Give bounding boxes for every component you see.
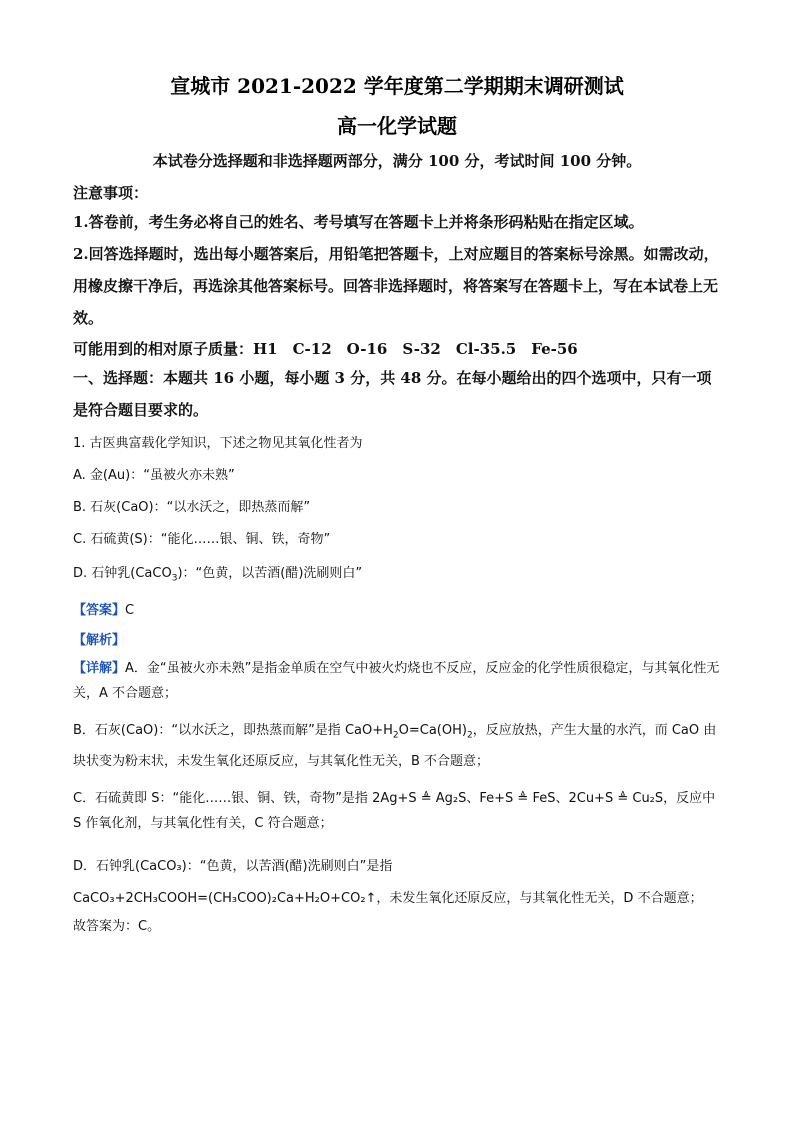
answer-value: C xyxy=(125,603,135,618)
section-1-heading: 一、选择题：本题共 16 小题，每小题 3 分，共 48 分。在每小题给出的四个选项中，只有一项是符合题目要求的。 xyxy=(73,369,712,419)
answer-line xyxy=(73,599,134,618)
exam-subtitle: 高一化学试题 xyxy=(337,114,457,138)
notice-item-1: 1.答卷前，考生务必将自己的姓名、考号填写在答题卡上并将条形码粘贴在指定区域。 xyxy=(73,213,644,231)
option-c: C. 石硫黄(S)：“能化……银、铜、铁，奇物” xyxy=(73,532,331,547)
explanation-c: C．石硫黄即 S：“能化……银、铜、铁，奇物”是指 2Ag+S ≜ Ag₂S、Fe+S ≜ FeS、2Cu+S ≜ Cu₂S，反应中 S 作氧化剂，与其氧化性有关，C 符合题意； xyxy=(73,791,716,831)
analysis-tag: 【解析】 xyxy=(73,633,126,648)
explanation-d-1: D．石钟乳(CaCO₃)：“色黄，以苦酒(醋)洗刷则白”是指 xyxy=(73,859,393,874)
question-1-stem: 1. 古医典富载化学知识，下述之物见其氧化性者为 xyxy=(73,436,363,451)
option-a: A. 金(Au)：“虽被火亦未熟” xyxy=(73,468,235,483)
explanation-b-text-1: B．石灰(CaO)：“以水沃之，即热蒸而解”是指 CaO+H xyxy=(73,723,393,738)
explanation-b-sub-2: 2 xyxy=(466,730,473,741)
exam-intro: 本试卷分选择题和非选择题两部分，满分 100 分，考试时间 100 分钟。 xyxy=(152,152,642,170)
notice-item-2: 2.回答选择题时，选出每小题答案后，用铅笔把答题卡，上对应题目的答案标号涂黑。如需改动，用橡皮擦干净后，再选涂其他答案标号。回答非选择题时，将答案写在答题卡上，写在本试卷上无效。 xyxy=(73,245,719,327)
atomic-masses: 可能用到的相对原子质量：H1 C-12 O-16 S-32 Cl-35.5 Fe-56 xyxy=(73,340,578,358)
notice-heading: 注意事项： xyxy=(73,184,149,202)
answer-tag: 【答案】 xyxy=(73,603,126,618)
explanation-b-sub-1: 2 xyxy=(392,730,399,741)
detail-tag: 【详解】 xyxy=(73,661,126,676)
explanation-d-2: CaCO₃+2CH₃COOH=(CH₃COO)₂Ca+H₂O+CO₂↑，未发生氧化还原反应，与其氧化性无关，D 不合题意； xyxy=(73,891,703,906)
conclusion: 故答案为：C。 xyxy=(73,919,161,934)
option-d xyxy=(73,562,362,584)
exam-title: 宣城市 2021-2022 学年度第二学期期末调研测试 xyxy=(170,74,624,98)
explanation-b-text-2: O=Ca(OH) xyxy=(398,723,467,738)
explanation-a xyxy=(73,656,723,706)
explanation-a-text: A．金“虽被火亦未熟”是指金单质在空气中被火灼烧也不反应，反应金的化学性质很稳定，与其氧化性无关，A 不合题意； xyxy=(73,661,720,701)
analysis-line xyxy=(73,629,125,648)
option-d-subscript: 3 xyxy=(171,573,178,584)
explanation-b xyxy=(73,718,723,774)
explanation-b-text-3: ，反应放热，产生大量的水汽，而 CaO 由块状变为粉末状，未发生氧化还原反应，与其氧化性无关，B 不合题意； xyxy=(73,723,717,769)
option-d-prefix: D. 石钟乳(CaCO xyxy=(73,566,172,581)
option-d-suffix: )：“色黄，以苦酒(醋)洗刷则白” xyxy=(177,566,363,581)
option-b: B. 石灰(CaO)：“以水沃之，即热蒸而解” xyxy=(73,500,311,515)
